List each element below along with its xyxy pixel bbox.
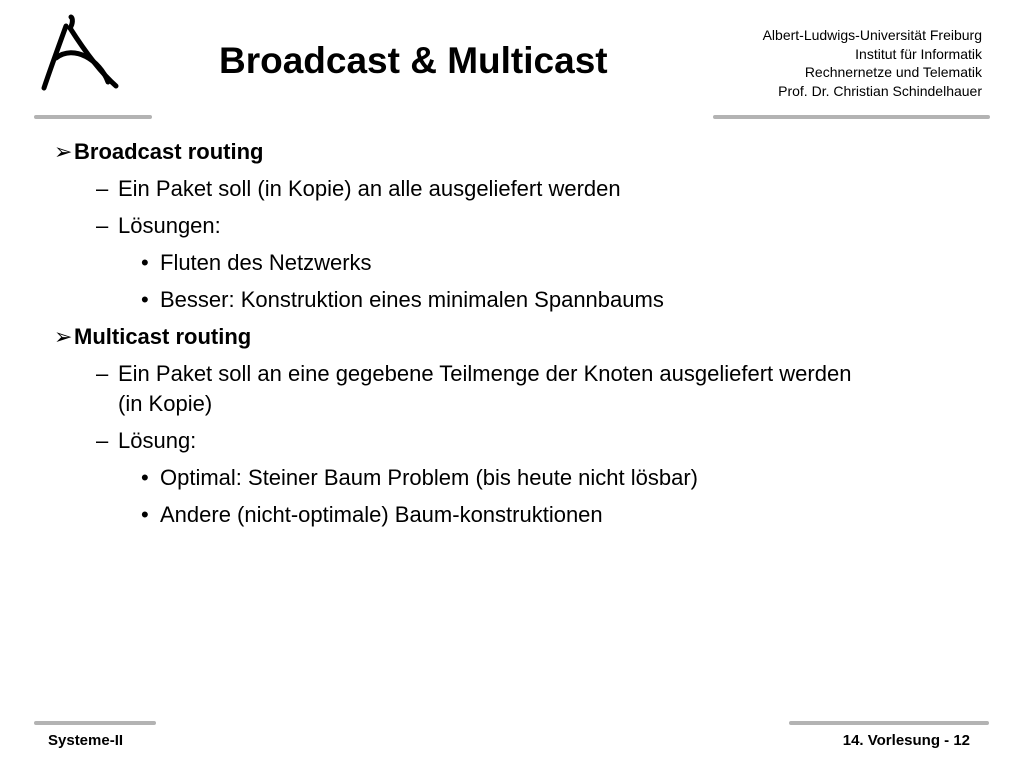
header-rule-left [34,115,152,119]
multicast-point-2 [96,428,196,454]
multicast-point-1-text: Ein Paket soll an eine gegebene Teilmenge der Knoten ausgeliefert werden [118,361,852,386]
arrow-bullet-icon: ➢ [54,139,73,164]
slide-title: Broadcast & Multicast [219,40,608,81]
footer-rule-left [34,721,156,725]
dash-bullet-icon: – [96,176,109,201]
multicast-point-2-text: Lösung: [118,428,197,453]
broadcast-point-2 [96,213,221,239]
institution-department: Rechnernetze und Telematik [804,64,982,80]
university-logo-icon [38,12,126,94]
multicast-sub-2 [141,502,603,528]
institution-institute: Institut für Informatik [855,45,982,62]
dash-bullet-icon: – [96,428,109,453]
multicast-point-1-continued: (in Kopie) [118,391,213,416]
institution-university: Albert-Ludwigs-Universität Freiburg [762,27,982,43]
footer-course: Systeme-II [48,732,124,749]
footer-rule-right [789,721,989,725]
multicast-heading-text: Multicast routing [74,324,252,349]
arrow-bullet-icon: ➢ [54,324,73,349]
dot-bullet-icon: • [141,287,149,312]
dot-bullet-icon: • [141,250,149,275]
multicast-sub-1-text: Optimal: Steiner Baum Problem (bis heute nicht lösbar) [160,465,699,490]
broadcast-point-2-text: Lösungen: [118,213,221,238]
multicast-heading [54,324,251,350]
broadcast-sub-2-text: Besser: Konstruktion eines minimalen Spannbaums [160,287,664,312]
header-rule-right [713,115,990,119]
multicast-point-1 [96,361,851,387]
dash-bullet-icon: – [96,213,109,238]
dot-bullet-icon: • [141,465,149,490]
broadcast-heading-text: Broadcast routing [74,139,264,164]
institution-professor: Prof. Dr. Christian Schindelhauer [778,82,982,99]
broadcast-sub-1-text: Fluten des Netzwerks [160,250,372,275]
multicast-sub-1 [141,465,698,491]
broadcast-heading [54,139,263,165]
footer-page-number: 14. Vorlesung - 12 [842,732,970,749]
broadcast-sub-2 [141,287,664,313]
broadcast-point-1-text: Ein Paket soll (in Kopie) an alle ausgeliefert werden [118,176,621,201]
dot-bullet-icon: • [141,502,149,527]
institution-block [763,26,982,100]
broadcast-point-1 [96,176,621,202]
broadcast-sub-1 [141,250,372,276]
dash-bullet-icon: – [96,361,109,386]
multicast-sub-2-text: Andere (nicht-optimale) Baum-konstruktionen [160,502,603,527]
